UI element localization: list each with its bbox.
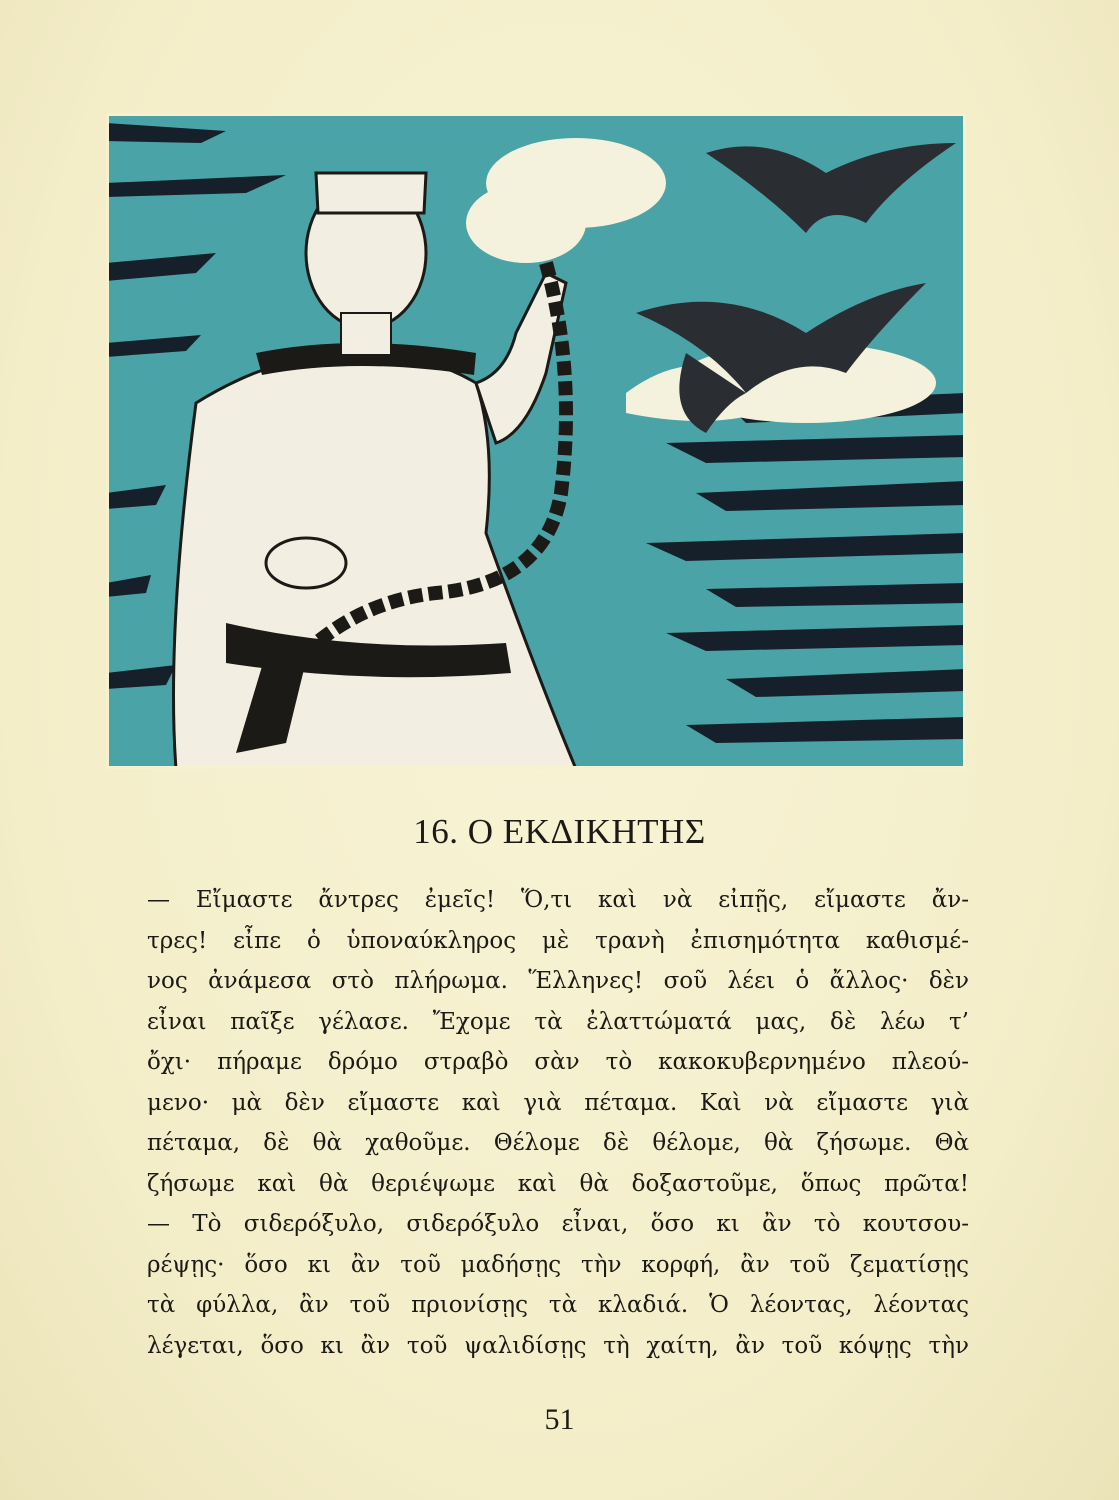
illustration-sailor-with-rope (106, 113, 966, 769)
text-line: — Εἴμαστε ἄντρες ἐμεῖς! Ὅ,τι καὶ νὰ εἰπῇς, εἴμαστε ἄν- (147, 887, 969, 913)
text-line: μενο· μὰ δὲν εἴμαστε καὶ γιὰ πέταμα. Καὶ νὰ εἴμαστε γιὰ (147, 1089, 969, 1116)
sailor-illustration (106, 113, 966, 769)
page-number: 51 (544, 1403, 575, 1436)
chapter-title: 16. Ο ΕΚΔΙΚΗΤΗΣ (413, 812, 706, 851)
text-line: ρέψῃς· ὅσο κι ἂν τοῦ μαδήσῃς τὴν κορφή, ἂν τοῦ ζεματίσῃς (147, 1251, 969, 1278)
text-line: τρες! εἶπε ὁ ὑποναύκληρος μὲ τρανὴ ἐπισημότητα καθισμέ- (147, 927, 969, 954)
neck (341, 313, 391, 355)
lower-hand (266, 538, 346, 588)
sailor-cap (316, 173, 426, 213)
text-line: λέγεται, ὅσο κι ἂν τοῦ ψαλιδίσῃς τὴ χαίτη, ἂν τοῦ κόψῃς τὴν (147, 1332, 969, 1359)
text-line: τὰ φύλλα, ἂν τοῦ πριονίσῃς τὰ κλαδιά. Ὁ λέοντας, λέοντας (147, 1292, 969, 1318)
text-line: ζήσωμε καὶ θὰ θεριέψωμε καὶ θὰ δοξαστοῦμε, ὅπως πρῶτα! (147, 1170, 969, 1197)
text-line: πέταμα, δὲ θὰ χαθοῦμε. Θέλομε δὲ θέλομε, θὰ ζήσωμε. Θὰ (147, 1130, 969, 1156)
text-line: νος ἀνάμεσα στὸ πλήρωμα. Ἕλληνες! σοῦ λέει ὁ ἄλλος· δὲν (147, 968, 969, 994)
text-line: — Τὸ σιδερόξυλο, σιδερόξυλο εἶναι, ὅσο κι ἂν τὸ κουτσου- (147, 1211, 969, 1237)
body-text (147, 880, 969, 1366)
text-line: ὄχι· πήραμε δρόμο στραβὸ σὰν τὸ κακοκυβερνημένο πλεού- (147, 1049, 969, 1075)
text-line: εἶναι παῖξε γέλασε. Ἔχομε τὰ ἐλαττώματά μας, δὲ λέω τ’ (147, 1008, 969, 1035)
